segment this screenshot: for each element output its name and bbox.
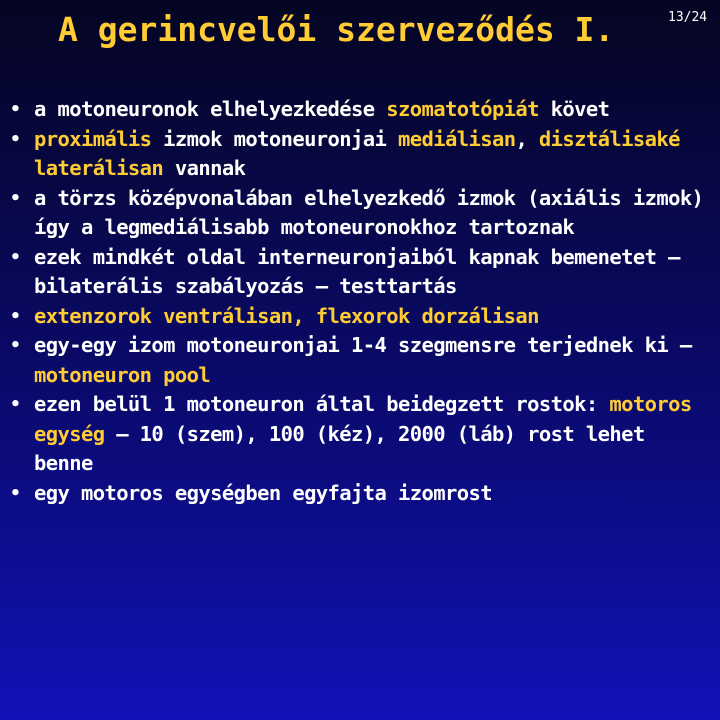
highlighted-term: motoneuron pool — [34, 362, 211, 387]
bullet-text: izmok motoneuronjai — [151, 126, 399, 151]
bullet-text: egy-egy izom motoneuronjai 1-4 szegmensre terjednek ki – — [34, 333, 692, 357]
bullet-item — [8, 302, 714, 332]
bullet-dot-icon: • — [10, 394, 21, 415]
bullet-item — [8, 184, 714, 243]
bullet-dot-icon: • — [10, 187, 21, 209]
bullet-text: ezen belül 1 motoneuron által beidegzett rostok: — [34, 392, 610, 416]
slide-title: A gerincvelői szerveződés I. — [58, 10, 615, 49]
highlighted-term: motoros egység — [34, 392, 692, 446]
highlighted-term: proximális — [34, 126, 152, 151]
bullet-text: a törzs középvonalában elhelyezkedő izmok (axiális izmok) így a legmediálisabb motoneuronokhoz tartoznak — [34, 185, 704, 239]
highlighted-term: mediálisan — [398, 126, 516, 151]
bullet-text: , — [515, 126, 539, 151]
bullet-text: egy motoros egységben egyfajta izomrost — [34, 480, 492, 505]
bullet-text: – 10 (szem), 100 (kéz), 2000 (láb) rost lehet benne — [34, 421, 645, 475]
bullet-item — [8, 479, 714, 509]
bullet-dot-icon: • — [10, 482, 21, 504]
bullet-text: ezek mindkét oldal interneuronjaiból kapnak bemenetet – bilaterális szabályozás – testtartás — [34, 244, 680, 298]
bullet-text: vannak — [163, 156, 246, 180]
page-number: 13/24 — [668, 10, 708, 25]
highlighted-term: szomatotópiát — [386, 97, 539, 121]
bullet-item — [8, 125, 714, 184]
highlighted-term: extenzorok ventrálisan, flexorok dorzálisan — [34, 303, 539, 328]
bullet-dot-icon: • — [10, 99, 21, 120]
bullet-dot-icon: • — [10, 305, 21, 327]
highlighted-term: disztálisaké laterálisan — [34, 126, 680, 180]
bullet-list — [8, 95, 714, 508]
bullet-item — [8, 331, 714, 390]
bullet-item — [8, 390, 714, 479]
bullet-dot-icon: • — [10, 335, 21, 356]
bullet-item — [8, 243, 714, 302]
bullet-dot-icon: • — [10, 246, 21, 268]
bullet-dot-icon: • — [10, 128, 21, 150]
bullet-text: követ — [538, 97, 610, 121]
bullet-text: a motoneuronok elhelyezkedése — [34, 97, 387, 121]
bullet-item — [8, 95, 714, 125]
